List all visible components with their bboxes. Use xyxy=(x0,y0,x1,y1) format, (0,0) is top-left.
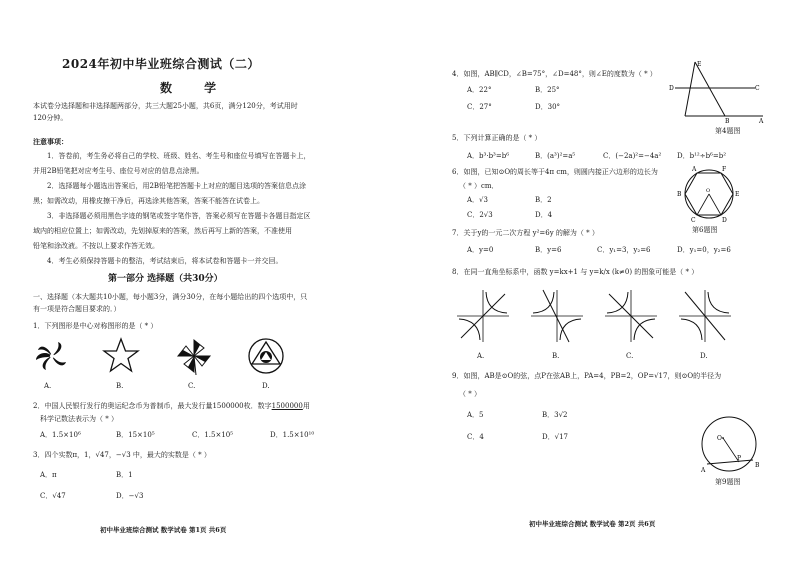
q9-option-a: A．5 xyxy=(467,411,484,419)
q9-option-c: C．4 xyxy=(467,433,484,441)
svg-text:O: O xyxy=(717,435,722,442)
exam-page-2 xyxy=(397,0,794,562)
q9-option-d: D．√17 xyxy=(542,433,568,441)
q9-caption: 第9题图 xyxy=(715,478,741,486)
svg-text:D: D xyxy=(669,85,674,92)
windmill-figure-c xyxy=(174,336,214,376)
page-1-footer: 初中毕业班综合测试 数学试卷 第1页 共6页 xyxy=(100,526,227,534)
q8-graph-c xyxy=(603,288,659,344)
q4-geometry-figure xyxy=(667,58,767,124)
exam-title: 2024年初中毕业班综合测试（二） xyxy=(62,57,260,71)
pinwheel-figure-a xyxy=(32,336,72,376)
q7-option-a: A．y=0 xyxy=(467,246,494,254)
circle-triangle-figure-d xyxy=(246,336,286,376)
q2-text: 2．中国人民银行发行的奥运纪念币为普制币，最大发行量1500000枚．数字 xyxy=(33,402,272,410)
q6-option-a: A．√3 xyxy=(467,196,488,204)
q3-option-a: A．π xyxy=(40,471,57,479)
question-4: 4．如图，AB∥CD，∠B=75°，∠D=48°，则∠E的度数为（ * ） xyxy=(452,70,657,78)
q8-option-d: D. xyxy=(700,352,708,360)
q3-option-b: B．1 xyxy=(116,471,133,479)
mc-intro-1: 一、选择题（本大题共10小题，每小题3分，满分30分，在每小题给出的四个选项中，只 xyxy=(33,293,308,301)
q1-option-d: D. xyxy=(262,382,270,390)
q5-option-d: D．b¹²÷b⁶=b² xyxy=(677,152,727,160)
q2-option-d: D．1.5×10¹⁰ xyxy=(270,431,315,439)
question-9: 9．如图，AB是⊙O的弦，点P在弦AB上，PA=4，PB=2，OP=√17，则⊙O的半径为 xyxy=(452,372,722,380)
q3-option-d: D．−√3 xyxy=(116,492,144,500)
svg-text:B: B xyxy=(725,118,730,124)
q6-hexagon-circle-figure xyxy=(675,164,745,224)
question-2-cont: 科学记数法表示为（ * ） xyxy=(40,415,118,423)
note-line: 3．非选择题必须用黑色字迹的钢笔或签字笔作答，答案必须写在答题卡各题目指定区 xyxy=(47,212,311,220)
q9-circle-chord-figure xyxy=(699,414,763,476)
q6-option-d: D．4 xyxy=(535,211,553,219)
svg-text:C: C xyxy=(691,217,696,224)
q8-option-c: C. xyxy=(626,352,634,360)
question-1: 1．下列图形是中心对称图形的是（ * ） xyxy=(33,322,158,330)
svg-text:B: B xyxy=(677,191,682,198)
intro-line-1: 本试卷分选择题和非选择题两部分，共三大题25小题，共6页，满分120分，考试用时 xyxy=(33,102,298,110)
svg-text:P: P xyxy=(737,455,742,462)
q4-caption: 第4题图 xyxy=(715,127,741,135)
note-line: 2．选择题每小题选出答案后，用2B铅笔把答题卡上对应的题目选项的答案信息点涂 xyxy=(47,182,307,190)
q6-option-c: C．2√3 xyxy=(467,211,493,219)
q3-option-c: C．√47 xyxy=(40,492,66,500)
q2-option-a: A．1.5×10⁶ xyxy=(40,431,81,439)
q7-option-d: D．y₁=0，y₂=6 xyxy=(677,246,731,254)
page-2-footer: 初中毕业班综合测试 数学试卷 第2页 共6页 xyxy=(529,520,656,528)
subject-title: 数 学 xyxy=(160,81,231,95)
question-2 xyxy=(33,402,310,411)
q8-graph-d xyxy=(677,288,733,344)
q8-graph-a xyxy=(455,288,511,344)
q2-number: 1500000 xyxy=(271,402,303,410)
svg-text:A: A xyxy=(759,118,764,124)
svg-text:B: B xyxy=(755,462,760,469)
q2-option-c: C．1.5×10⁵ xyxy=(192,431,234,439)
question-8: 8．在同一直角坐标系中，函数 y=kx+1 与 y=k/x (k≠0) 的图象可能是（ * ） xyxy=(452,268,699,276)
part-heading: 第一部分 选择题（共30分） xyxy=(108,274,223,284)
q4-option-a: A．22° xyxy=(467,86,492,94)
q8-option-a: A. xyxy=(477,352,485,360)
note-line: 域内的相应位置上；如需改动，先划掉原来的答案，然后再写上新的答案，不准使用 xyxy=(33,227,292,235)
q4-option-d: D．30° xyxy=(535,103,561,111)
svg-text:F: F xyxy=(722,166,727,173)
svg-text:C: C xyxy=(755,85,760,92)
q8-graph-b xyxy=(529,288,585,344)
svg-text:E: E xyxy=(735,191,740,198)
intro-line-2: 120分钟。 xyxy=(33,114,68,122)
q9-option-b: B．3√2 xyxy=(542,411,568,419)
svg-text:A: A xyxy=(692,166,697,173)
note-line: 1．答卷前，考生务必将自己的学校、班级、姓名、考生号和座位号填写在答题卡上， xyxy=(47,152,311,160)
q4-option-c: C．27° xyxy=(467,103,492,111)
note-line: 4．考生必须保持答题卡的整洁，考试结束后，将本试卷和答题卡一并交回。 xyxy=(47,257,283,265)
q5-option-a: A．b³·b³=b⁶ xyxy=(467,152,510,160)
q5-option-c: C．(−2a)²=−4a² xyxy=(603,152,662,160)
note-line: 黑；如需改动，用橡皮擦干净后，再选涂其他答案，答案不能答在试卷上。 xyxy=(33,197,264,205)
q6-caption: 第6题图 xyxy=(692,226,718,234)
question-7: 7．关于y的一元二次方程 y²=6y 的解为（ * ） xyxy=(452,229,599,237)
note-line: 铅笔和涂改液。不按以上要求作答无效。 xyxy=(33,242,159,250)
question-6: 6．如图，已知⊙O的周长等于4π cm，则圆内接正六边形的边长为 xyxy=(452,168,658,176)
q5-option-b: B．(a³)²=a⁵ xyxy=(535,152,576,160)
question-6-cont: （ * ）cm． xyxy=(459,182,499,190)
q4-option-b: B．25° xyxy=(535,86,560,94)
mc-intro-2: 有一项是符合题目要求的．） xyxy=(33,305,121,313)
q1-option-c: C. xyxy=(188,382,196,390)
question-9-cont: （ * ） xyxy=(459,390,481,398)
svg-text:D: D xyxy=(722,217,727,224)
notes-heading: 注意事项： xyxy=(33,137,68,146)
q1-option-a: A. xyxy=(44,382,52,390)
q7-option-b: B．y=6 xyxy=(535,246,562,254)
note-line: 并用2B铅笔把对应考生号、座位号对应的信息点涂黑。 xyxy=(33,167,204,175)
question-3: 3．四个实数π，1，√47，−√3 中，最大的实数是（ * ） xyxy=(33,451,211,459)
q2-option-b: B．15×10⁵ xyxy=(116,431,155,439)
star-figure-b xyxy=(102,336,140,374)
question-5: 5．下列计算正确的是（ * ） xyxy=(452,134,542,142)
q6-option-b: B．2 xyxy=(535,196,552,204)
svg-text:O: O xyxy=(706,188,711,194)
q1-option-b: B. xyxy=(116,382,124,390)
q7-option-c: C．y₁=3，y₂=6 xyxy=(597,246,651,254)
svg-text:A: A xyxy=(701,467,706,474)
q2-text-end: 用 xyxy=(302,402,310,410)
svg-text:E: E xyxy=(697,61,702,68)
q8-option-b: B. xyxy=(552,352,560,360)
